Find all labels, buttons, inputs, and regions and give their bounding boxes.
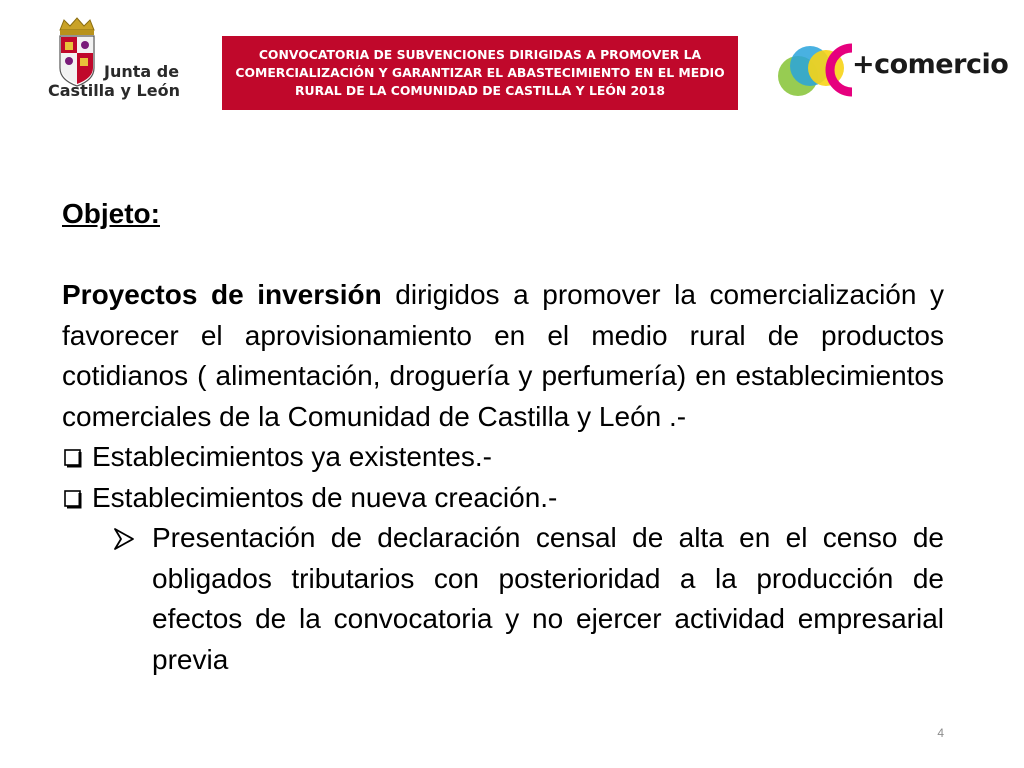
bullet-text: Establecimientos de nueva creación.- — [92, 481, 558, 513]
list-item — [62, 437, 944, 478]
slide-content — [62, 194, 944, 680]
comercio-circles-icon — [776, 36, 862, 108]
comercio-logo — [776, 36, 1009, 108]
section-heading: Objeto: — [62, 198, 160, 229]
object-paragraph — [62, 275, 944, 437]
page-number: 4 — [937, 726, 944, 740]
spacer — [62, 235, 944, 276]
checkbox-bullet-icon — [62, 437, 92, 477]
junta-castilla-leon-logo — [46, 16, 196, 106]
sub-bullet-text: Presentación de declaración censal de alta en el censo de obligados tributarios con posterioridad a la producción de efectos de la convocatoria y no ejercer actividad empresarial previa — [152, 522, 944, 675]
paragraph-text: dirigidos a promover la comercialización y favorecer el aprovisionamiento en el medio rural de productos cotidianos ( alimentación, droguería y perfumería) en establecimientos comerciales de la Comunidad de Castilla y León .- — [62, 279, 945, 432]
paragraph-bold-lead: Proyectos de inversión — [62, 279, 382, 310]
bullet-text: Establecimientos ya existentes.- — [92, 441, 492, 472]
checkbox-bullet-icon — [62, 478, 92, 518]
banner-title: CONVOCATORIA DE SUBVENCIONES DIRIGIDAS A PROMOVER LA COMERCIALIZACIÓN Y GARANTIZAR EL ABASTECIMIENTO EN EL MEDIO RURAL DE LA COMUNIDAD DE CASTILLA Y LEÓN 2018 — [222, 36, 738, 110]
comercio-logo-text: +comercio — [852, 49, 1009, 80]
sub-list-item — [112, 518, 944, 680]
org-logo-line1: Junta de — [104, 62, 180, 81]
org-logo-line2: Castilla y León — [48, 81, 180, 100]
list-item — [62, 478, 944, 519]
arrowhead-bullet-icon — [112, 518, 152, 558]
